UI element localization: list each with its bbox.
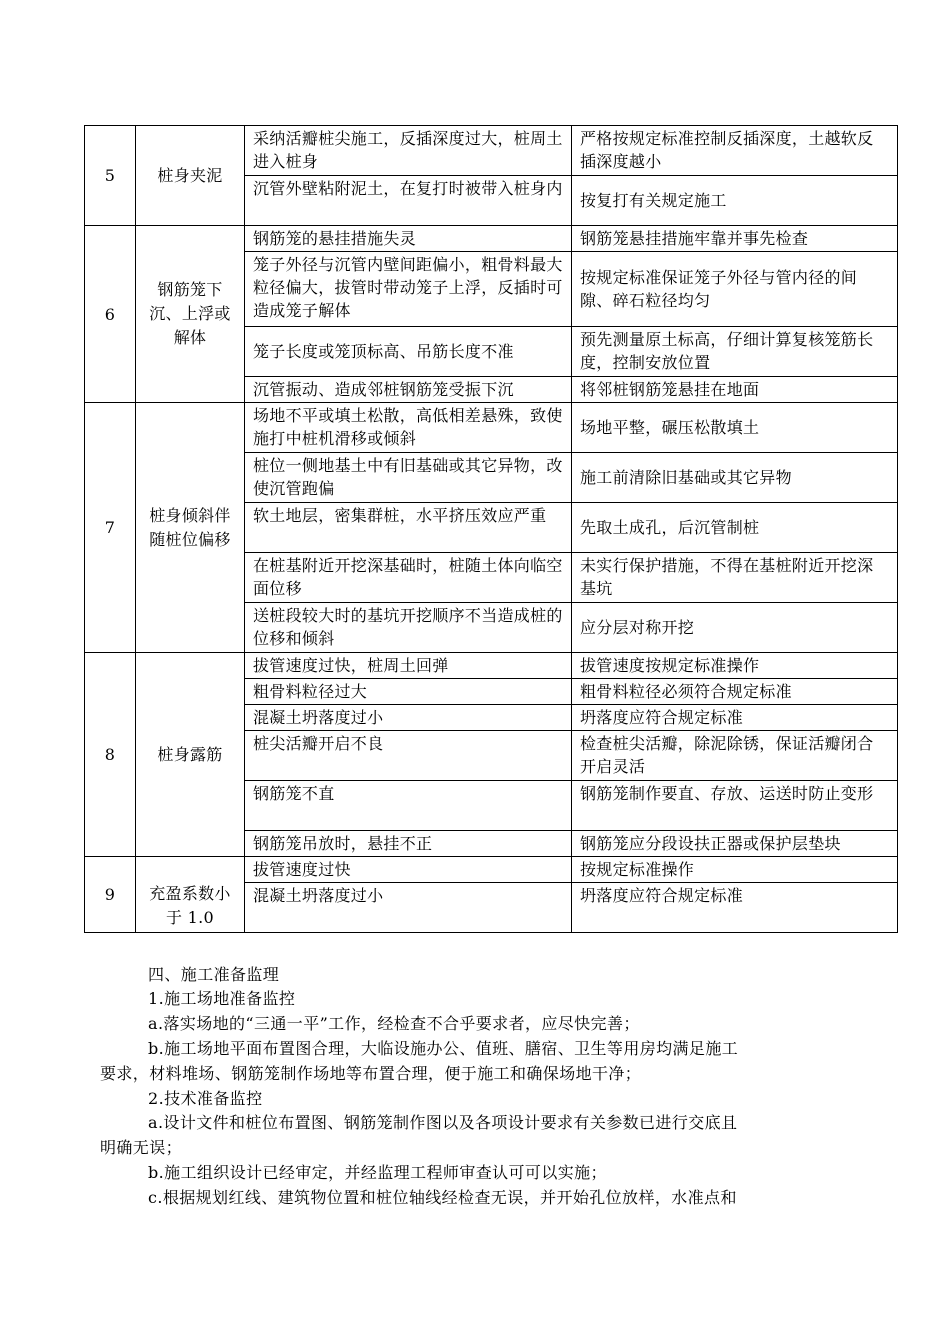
cause-cell: 拔管速度过快 — [245, 857, 572, 883]
measure-cell: 粗骨料粒径必须符合规定标准 — [572, 679, 898, 705]
paragraph-continuation: 明确无误； — [100, 1138, 183, 1157]
table-row — [85, 653, 898, 679]
paragraph: c.根据规划红线、建筑物位置和桩位轴线经检查无误，并开始孔位放样，水准点和 — [148, 1188, 737, 1207]
cause-cell: 沉管外壁粘附泥土，在复打时被带入桩身内 — [245, 176, 572, 226]
paragraph: b.施工组织设计已经审定，并经监理工程师审查认可可以实施； — [148, 1163, 607, 1182]
cause-cell: 采纳活瓣桩尖施工，反插深度过大，桩周土进入桩身 — [245, 126, 572, 176]
measure-cell: 应分层对称开挖 — [572, 603, 898, 653]
row-number: 5 — [85, 126, 136, 226]
defect-name: 桩身夹泥 — [136, 126, 245, 226]
cause-cell: 钢筋笼的悬挂措施失灵 — [245, 226, 572, 252]
paragraph: a.设计文件和桩位布置图、钢筋笼制作图以及各项设计要求有关参数已进行交底且 — [148, 1113, 738, 1132]
cause-cell: 场地不平或填土松散，高低相差悬殊，致使施打中桩机滑移或倾斜 — [245, 403, 572, 453]
subsection-heading: 2.技术准备监控 — [148, 1089, 263, 1108]
row-number: 8 — [85, 653, 136, 857]
defect-name: 桩身倾斜伴随桩位偏移 — [136, 403, 245, 653]
cause-cell: 软土地层，密集群桩，水平挤压效应严重 — [245, 503, 572, 553]
table-row — [85, 226, 898, 252]
measure-cell: 施工前清除旧基础或其它异物 — [572, 453, 898, 503]
cause-cell: 钢筋笼吊放时，悬挂不正 — [245, 831, 572, 857]
defect-name: 钢筋笼下沉、上浮或解体 — [136, 226, 245, 403]
measure-cell: 按规定标准操作 — [572, 857, 898, 883]
row-number: 7 — [85, 403, 136, 653]
measure-cell: 钢筋笼应分段设扶正器或保护层垫块 — [572, 831, 898, 857]
cause-cell: 笼子外径与沉管内壁间距偏小，粗骨料最大粒径偏大，拔管时带动笼子上浮，反插时可造成笼子解体 — [245, 252, 572, 327]
measure-cell: 坍落度应符合规定标准 — [572, 705, 898, 731]
cause-cell: 拔管速度过快，桩周土回弹 — [245, 653, 572, 679]
measure-cell: 钢筋笼制作要直、存放、运送时防止变形 — [572, 781, 898, 831]
measure-cell: 拔管速度按规定标准操作 — [572, 653, 898, 679]
paragraph: b.施工场地平面布置图合理，大临设施办公、值班、膳宿、卫生等用房均满足施工 — [148, 1039, 739, 1058]
cause-cell: 送桩段较大时的基坑开挖顺序不当造成桩的位移和倾斜 — [245, 603, 572, 653]
measure-cell: 未实行保护措施，不得在基桩附近开挖深基坑 — [572, 553, 898, 603]
row-number: 9 — [85, 857, 136, 933]
measure-cell: 钢筋笼悬挂措施牢靠并事先检查 — [572, 226, 898, 252]
measure-cell: 按规定标准保证笼子外径与管内径的间隙、碎石粒径均匀 — [572, 252, 898, 327]
defect-name: 桩身露筋 — [136, 653, 245, 857]
defect-name: 充盈系数小于 1.0 — [136, 857, 245, 933]
measure-cell: 场地平整，碾压松散填土 — [572, 403, 898, 453]
paragraph-continuation: 要求，材料堆场、钢筋笼制作场地等布置合理，便于施工和确保场地干净； — [100, 1064, 642, 1083]
cause-cell: 混凝土坍落度过小 — [245, 705, 572, 731]
measure-cell: 预先测量原土标高，仔细计算复核笼筋长度，控制安放位置 — [572, 327, 898, 377]
section-heading: 四、施工准备监理 — [148, 965, 280, 984]
measure-cell: 坍落度应符合规定标准 — [572, 883, 898, 933]
measure-cell: 检查桩尖活瓣，除泥除锈，保证活瓣闭合开启灵活 — [572, 731, 898, 781]
measure-cell: 严格按规定标准控制反插深度，土越软反插深度越小 — [572, 126, 898, 176]
table-row — [85, 857, 898, 883]
cause-cell: 桩位一侧地基土中有旧基础或其它异物，改使沉管跑偏 — [245, 453, 572, 503]
subsection-heading: 1.施工场地准备监控 — [148, 989, 296, 1008]
cause-cell: 混凝土坍落度过小 — [245, 883, 572, 933]
measure-cell: 将邻桩钢筋笼悬挂在地面 — [572, 377, 898, 403]
row-number: 6 — [85, 226, 136, 403]
cause-cell: 钢筋笼不直 — [245, 781, 572, 831]
cause-cell: 沉管振动、造成邻桩钢筋笼受振下沉 — [245, 377, 572, 403]
defect-table — [84, 125, 898, 933]
cause-cell: 桩尖活瓣开启不良 — [245, 731, 572, 781]
measure-cell: 按复打有关规定施工 — [572, 176, 898, 226]
measure-cell: 先取土成孔，后沉管制桩 — [572, 503, 898, 553]
table-row — [85, 126, 898, 176]
table-row — [85, 403, 898, 453]
cause-cell: 笼子长度或笼顶标高、吊筋长度不准 — [245, 327, 572, 377]
cause-cell: 在桩基附近开挖深基础时，桩随土体向临空面位移 — [245, 553, 572, 603]
paragraph: a.落实场地的“三通一平”工作，经检查不合乎要求者，应尽快完善； — [148, 1014, 640, 1033]
cause-cell: 粗骨料粒径过大 — [245, 679, 572, 705]
